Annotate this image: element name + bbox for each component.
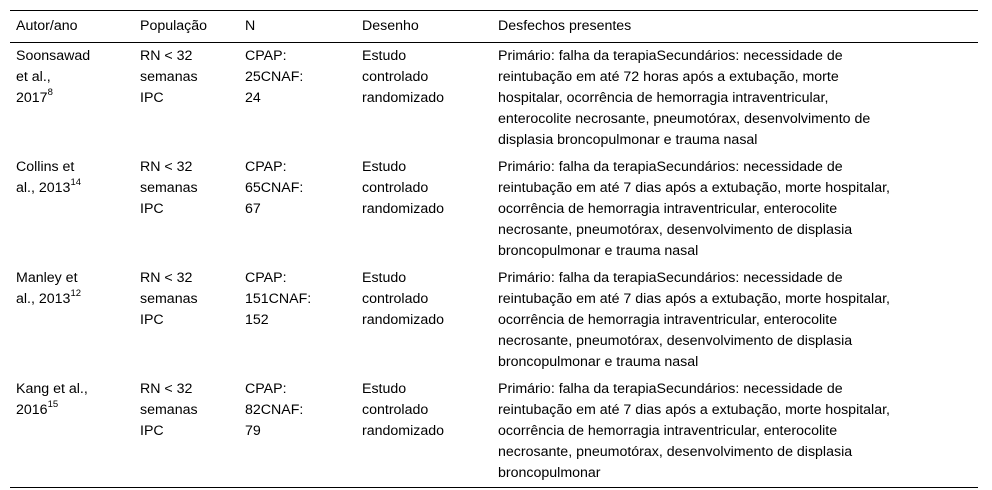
design-cell-text: randomizado bbox=[362, 423, 445, 439]
n-cell-text: CPAP: bbox=[245, 381, 287, 397]
population-cell-line bbox=[140, 310, 233, 331]
n-cell-line bbox=[245, 178, 350, 199]
n-cell-text: CPAP: bbox=[245, 270, 287, 286]
outcomes-cell bbox=[492, 265, 978, 376]
outcomes-cell-text: reintubação em até 7 dias após a extubação, morte hospitalar, bbox=[498, 291, 890, 307]
outcomes-cell-text: displasia broncopulmonar e trauma nasal bbox=[498, 132, 758, 148]
outcomes-cell-text: Primário: falha da terapiaSecundários: necessidade de bbox=[498, 270, 843, 286]
design-cell-line bbox=[362, 421, 486, 442]
n-cell-line bbox=[245, 421, 350, 442]
design-cell-line bbox=[362, 157, 486, 178]
n-cell-text: 79 bbox=[245, 423, 261, 439]
design-cell-text: Estudo bbox=[362, 48, 407, 64]
population-cell-text: IPC bbox=[140, 201, 164, 217]
design-cell-line bbox=[362, 310, 486, 331]
author-cell-line bbox=[16, 379, 128, 400]
design-cell-text: Estudo bbox=[362, 381, 407, 397]
design-cell-line bbox=[362, 379, 486, 400]
population-cell-line bbox=[140, 67, 233, 88]
author-cell bbox=[10, 154, 134, 265]
author-cell-text: Soonsawad bbox=[16, 48, 91, 64]
n-cell-line bbox=[245, 379, 350, 400]
population-cell-line bbox=[140, 400, 233, 421]
author-cell-line bbox=[16, 400, 128, 421]
author-cell-text: Collins et bbox=[16, 159, 75, 175]
outcomes-cell-line bbox=[498, 268, 972, 289]
outcomes-cell-line bbox=[498, 67, 972, 88]
table-container bbox=[10, 10, 978, 488]
outcomes-cell-text: Primário: falha da terapiaSecundários: necessidade de bbox=[498, 381, 843, 397]
table-header bbox=[10, 11, 978, 43]
author-cell-line bbox=[16, 157, 128, 178]
reference-superscript: 12 bbox=[70, 288, 82, 300]
author-cell-text: 2017 bbox=[16, 90, 48, 106]
population-cell bbox=[134, 265, 239, 376]
header-population: População bbox=[134, 11, 239, 43]
population-cell bbox=[134, 376, 239, 488]
design-cell bbox=[356, 43, 492, 155]
design-cell-text: controlado bbox=[362, 69, 429, 85]
n-cell bbox=[239, 265, 356, 376]
author-cell-text: 2016 bbox=[16, 402, 48, 418]
design-cell-text: controlado bbox=[362, 291, 429, 307]
studies-table bbox=[10, 10, 978, 488]
outcomes-cell-text: necrosante, pneumotórax, desenvolvimento de displasia bbox=[498, 222, 853, 238]
population-cell-line bbox=[140, 199, 233, 220]
n-cell-text: 25CNAF: bbox=[245, 69, 304, 85]
author-cell-text: Manley et bbox=[16, 270, 78, 286]
outcomes-cell bbox=[492, 154, 978, 265]
n-cell-line bbox=[245, 67, 350, 88]
n-cell-text: CPAP: bbox=[245, 159, 287, 175]
population-cell-line bbox=[140, 157, 233, 178]
outcomes-cell-text: broncopulmonar e trauma nasal bbox=[498, 243, 699, 259]
population-cell-text: semanas bbox=[140, 291, 198, 307]
population-cell-text: semanas bbox=[140, 402, 198, 418]
header-row bbox=[10, 11, 978, 43]
header-n: N bbox=[239, 11, 356, 43]
design-cell-text: randomizado bbox=[362, 312, 445, 328]
n-cell-text: 82CNAF: bbox=[245, 402, 304, 418]
outcomes-cell-line bbox=[498, 352, 972, 373]
population-cell-text: semanas bbox=[140, 180, 198, 196]
design-cell-line bbox=[362, 289, 486, 310]
reference-superscript: 8 bbox=[47, 87, 53, 99]
n-cell-text: CPAP: bbox=[245, 48, 287, 64]
n-cell bbox=[239, 154, 356, 265]
author-cell bbox=[10, 376, 134, 488]
population-cell bbox=[134, 154, 239, 265]
outcomes-cell-line bbox=[498, 109, 972, 130]
author-cell bbox=[10, 43, 134, 155]
population-cell-line bbox=[140, 268, 233, 289]
design-cell-line bbox=[362, 178, 486, 199]
author-cell-line bbox=[16, 268, 128, 289]
n-cell bbox=[239, 43, 356, 155]
design-cell-text: Estudo bbox=[362, 270, 407, 286]
n-cell-line bbox=[245, 199, 350, 220]
outcomes-cell-line bbox=[498, 463, 972, 484]
author-cell-text: al., 2013 bbox=[16, 180, 71, 196]
outcomes-cell-line bbox=[498, 157, 972, 178]
outcomes-cell-line bbox=[498, 400, 972, 421]
author-cell-line bbox=[16, 88, 128, 109]
population-cell-text: RN < 32 bbox=[140, 270, 193, 286]
design-cell-text: randomizado bbox=[362, 201, 445, 217]
population-cell-line bbox=[140, 46, 233, 67]
header-author: Autor/ano bbox=[10, 11, 134, 43]
n-cell-text: 65CNAF: bbox=[245, 180, 304, 196]
outcomes-cell-line bbox=[498, 199, 972, 220]
author-cell-text: Kang et al., bbox=[16, 381, 88, 397]
outcomes-cell-text: ocorrência de hemorragia intraventricular, enterocolite bbox=[498, 201, 838, 217]
design-cell-line bbox=[362, 88, 486, 109]
n-cell-line bbox=[245, 400, 350, 421]
n-cell-line bbox=[245, 88, 350, 109]
author-cell-line bbox=[16, 178, 128, 199]
author-cell bbox=[10, 265, 134, 376]
design-cell-text: Estudo bbox=[362, 159, 407, 175]
author-cell-text: et al., bbox=[16, 69, 51, 85]
design-cell bbox=[356, 265, 492, 376]
header-design: Desenho bbox=[356, 11, 492, 43]
author-cell-line bbox=[16, 46, 128, 67]
outcomes-cell-text: necrosante, pneumotórax, desenvolvimento de displasia bbox=[498, 333, 853, 349]
n-cell-line bbox=[245, 268, 350, 289]
design-cell-line bbox=[362, 268, 486, 289]
outcomes-cell-text: ocorrência de hemorragia intraventricular, enterocolite bbox=[498, 423, 838, 439]
author-cell-line bbox=[16, 67, 128, 88]
outcomes-cell bbox=[492, 376, 978, 488]
population-cell-text: IPC bbox=[140, 90, 164, 106]
n-cell-line bbox=[245, 46, 350, 67]
design-cell-line bbox=[362, 67, 486, 88]
outcomes-cell-text: reintubação em até 72 horas após a extubação, morte bbox=[498, 69, 839, 85]
reference-superscript: 14 bbox=[70, 177, 82, 189]
table-row bbox=[10, 154, 978, 265]
population-cell-line bbox=[140, 88, 233, 109]
outcomes-cell-text: ocorrência de hemorragia intraventricular, enterocolite bbox=[498, 312, 838, 328]
outcomes-cell-text: Primário: falha da terapiaSecundários: necessidade de bbox=[498, 159, 843, 175]
outcomes-cell bbox=[492, 43, 978, 155]
outcomes-cell-line bbox=[498, 379, 972, 400]
outcomes-cell-line bbox=[498, 178, 972, 199]
population-cell-text: IPC bbox=[140, 312, 164, 328]
outcomes-cell-line bbox=[498, 310, 972, 331]
table-body bbox=[10, 43, 978, 488]
author-cell-line bbox=[16, 289, 128, 310]
design-cell-line bbox=[362, 46, 486, 67]
outcomes-cell-text: broncopulmonar e trauma nasal bbox=[498, 354, 699, 370]
outcomes-cell-text: hospitalar, ocorrência de hemorragia intraventricular, bbox=[498, 90, 829, 106]
outcomes-cell-text: enterocolite necrosante, pneumotórax, desenvolvimento de bbox=[498, 111, 871, 127]
n-cell-line bbox=[245, 310, 350, 331]
outcomes-cell-text: broncopulmonar bbox=[498, 465, 601, 481]
outcomes-cell-text: Primário: falha da terapiaSecundários: necessidade de bbox=[498, 48, 843, 64]
outcomes-cell-line bbox=[498, 241, 972, 262]
outcomes-cell-line bbox=[498, 130, 972, 151]
outcomes-cell-line bbox=[498, 88, 972, 109]
outcomes-cell-text: reintubação em até 7 dias após a extubação, morte hospitalar, bbox=[498, 402, 890, 418]
population-cell-text: semanas bbox=[140, 69, 198, 85]
table-row bbox=[10, 265, 978, 376]
design-cell bbox=[356, 376, 492, 488]
outcomes-cell-text: reintubação em até 7 dias após a extubação, morte hospitalar, bbox=[498, 180, 890, 196]
population-cell-text: RN < 32 bbox=[140, 159, 193, 175]
design-cell-text: controlado bbox=[362, 180, 429, 196]
outcomes-cell-line bbox=[498, 442, 972, 463]
outcomes-cell-line bbox=[498, 289, 972, 310]
n-cell bbox=[239, 376, 356, 488]
population-cell-text: IPC bbox=[140, 423, 164, 439]
reference-superscript: 15 bbox=[47, 399, 59, 411]
n-cell-text: 67 bbox=[245, 201, 261, 217]
outcomes-cell-line bbox=[498, 220, 972, 241]
n-cell-text: 151CNAF: bbox=[245, 291, 312, 307]
design-cell-line bbox=[362, 400, 486, 421]
population-cell-line bbox=[140, 421, 233, 442]
design-cell bbox=[356, 154, 492, 265]
n-cell-line bbox=[245, 289, 350, 310]
header-outcomes: Desfechos presentes bbox=[492, 11, 978, 43]
design-cell-line bbox=[362, 199, 486, 220]
design-cell-text: controlado bbox=[362, 402, 429, 418]
population-cell-text: RN < 32 bbox=[140, 381, 193, 397]
outcomes-cell-line bbox=[498, 421, 972, 442]
outcomes-cell-line bbox=[498, 331, 972, 352]
table-row bbox=[10, 376, 978, 488]
n-cell-line bbox=[245, 157, 350, 178]
population-cell-text: RN < 32 bbox=[140, 48, 193, 64]
population-cell bbox=[134, 43, 239, 155]
table-row bbox=[10, 43, 978, 155]
outcomes-cell-line bbox=[498, 46, 972, 67]
author-cell-text: al., 2013 bbox=[16, 291, 71, 307]
population-cell-line bbox=[140, 379, 233, 400]
population-cell-line bbox=[140, 289, 233, 310]
n-cell-text: 152 bbox=[245, 312, 269, 328]
population-cell-line bbox=[140, 178, 233, 199]
design-cell-text: randomizado bbox=[362, 90, 445, 106]
n-cell-text: 24 bbox=[245, 90, 261, 106]
outcomes-cell-text: necrosante, pneumotórax, desenvolvimento de displasia bbox=[498, 444, 853, 460]
